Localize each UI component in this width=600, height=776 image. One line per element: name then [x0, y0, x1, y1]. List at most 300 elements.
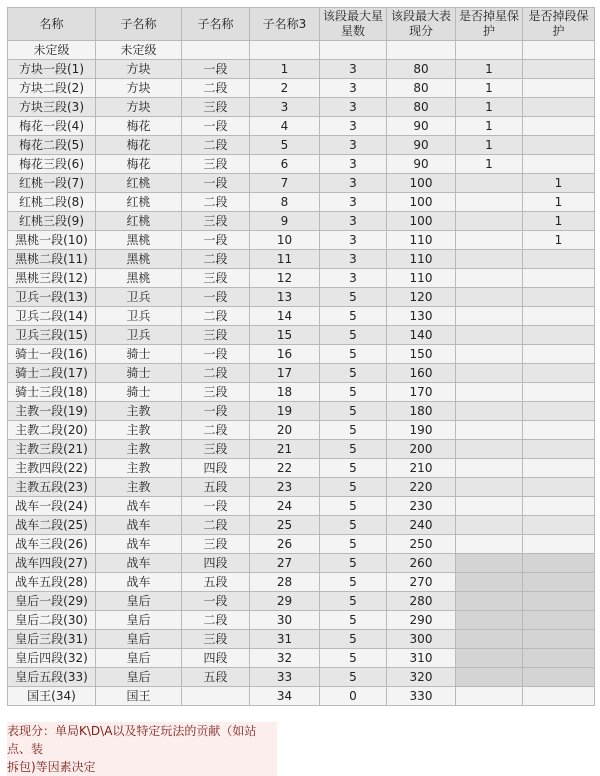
- cell-name: 红桃二段(8): [8, 193, 96, 212]
- cell-subname: 战车: [96, 535, 182, 554]
- cell-name: 战车五段(28): [8, 573, 96, 592]
- cell-name: 黑桃三段(12): [8, 269, 96, 288]
- cell-tier-protect: 1: [523, 193, 595, 212]
- cell-index: 3: [250, 98, 320, 117]
- cell-max-stars: 5: [320, 345, 387, 364]
- cell-name: 皇后四段(32): [8, 649, 96, 668]
- cell-max-stars: 5: [320, 649, 387, 668]
- cell-tier-protect: [523, 630, 595, 649]
- cell-star-protect: 1: [456, 155, 523, 174]
- cell-max-stars: 5: [320, 478, 387, 497]
- cell-max-stars: 3: [320, 269, 387, 288]
- cell-name: 骑士二段(17): [8, 364, 96, 383]
- cell-subname: 主教: [96, 459, 182, 478]
- cell-subname: 战车: [96, 554, 182, 573]
- cell-name: 红桃一段(7): [8, 174, 96, 193]
- header-max-score: 该段最大表现分: [387, 8, 456, 41]
- cell-tier: 二段: [182, 79, 250, 98]
- cell-name: 卫兵一段(13): [8, 288, 96, 307]
- table-row: [8, 326, 595, 345]
- footnote-line-1: 表现分：单局K\D\A以及特定玩法的贡献（如站点、装: [7, 724, 257, 756]
- cell-star-protect: [456, 364, 523, 383]
- cell-tier-protect: [523, 383, 595, 402]
- cell-star-protect: 1: [456, 117, 523, 136]
- table-row: [8, 307, 595, 326]
- cell-max-score: 300: [387, 630, 456, 649]
- cell-star-protect: [456, 668, 523, 687]
- cell-star-protect: [456, 193, 523, 212]
- cell-tier-protect: [523, 250, 595, 269]
- cell-subname: 国王: [96, 687, 182, 706]
- cell-tier: 二段: [182, 193, 250, 212]
- cell-max-stars: 5: [320, 402, 387, 421]
- cell-index: 28: [250, 573, 320, 592]
- cell-max-score: 320: [387, 668, 456, 687]
- cell-max-score: 310: [387, 649, 456, 668]
- cell-max-score: 260: [387, 554, 456, 573]
- cell-subname: 梅花: [96, 117, 182, 136]
- header-subname-2: 子名称: [182, 8, 250, 41]
- cell-name: 皇后二段(30): [8, 611, 96, 630]
- cell-tier-protect: [523, 117, 595, 136]
- cell-max-stars: 3: [320, 155, 387, 174]
- cell-max-score: 110: [387, 250, 456, 269]
- cell-name: 皇后三段(31): [8, 630, 96, 649]
- table-row: [8, 459, 595, 478]
- cell-max-score: 180: [387, 402, 456, 421]
- cell-star-protect: 1: [456, 60, 523, 79]
- cell-tier: 三段: [182, 383, 250, 402]
- cell-index: 26: [250, 535, 320, 554]
- cell-tier-protect: [523, 573, 595, 592]
- cell-subname: 主教: [96, 478, 182, 497]
- cell-tier-protect: [523, 326, 595, 345]
- cell-tier-protect: [523, 611, 595, 630]
- cell-max-score: 120: [387, 288, 456, 307]
- cell-max-stars: 3: [320, 60, 387, 79]
- table-row: [8, 231, 595, 250]
- cell-max-stars: 5: [320, 668, 387, 687]
- cell-star-protect: 1: [456, 79, 523, 98]
- cell-index: 11: [250, 250, 320, 269]
- cell-max-score: 100: [387, 174, 456, 193]
- cell-name: 国王(34): [8, 687, 96, 706]
- table-row: [8, 193, 595, 212]
- cell-name: 方块三段(3): [8, 98, 96, 117]
- cell-star-protect: 1: [456, 98, 523, 117]
- table-row: [8, 630, 595, 649]
- cell-max-score: 80: [387, 60, 456, 79]
- cell-index: 5: [250, 136, 320, 155]
- cell-star-protect: [456, 497, 523, 516]
- cell-max-stars: 5: [320, 326, 387, 345]
- cell-star-protect: [456, 554, 523, 573]
- table-row: [8, 535, 595, 554]
- cell-tier-protect: [523, 79, 595, 98]
- cell-subname: 骑士: [96, 364, 182, 383]
- cell-max-stars: 5: [320, 611, 387, 630]
- cell-subname: 方块: [96, 60, 182, 79]
- cell-tier-protect: [523, 687, 595, 706]
- cell-name: 战车四段(27): [8, 554, 96, 573]
- cell-index: 20: [250, 421, 320, 440]
- cell-max-score: 220: [387, 478, 456, 497]
- cell-tier-protect: [523, 497, 595, 516]
- cell-subname: 红桃: [96, 212, 182, 231]
- cell-max-stars: 5: [320, 592, 387, 611]
- cell-index: 17: [250, 364, 320, 383]
- table-row: [8, 364, 595, 383]
- cell-tier: 四段: [182, 554, 250, 573]
- cell-max-score: 200: [387, 440, 456, 459]
- table-row: [8, 649, 595, 668]
- cell-tier-protect: [523, 478, 595, 497]
- footnote-line-2: 拆包)等因素决定: [7, 760, 96, 774]
- header-name: 名称: [8, 8, 96, 41]
- cell-name: 主教四段(22): [8, 459, 96, 478]
- cell-tier: 四段: [182, 459, 250, 478]
- cell-tier: 三段: [182, 269, 250, 288]
- table-row: [8, 421, 595, 440]
- cell-subname: 方块: [96, 79, 182, 98]
- cell-max-score: 90: [387, 117, 456, 136]
- table-row: [8, 174, 595, 193]
- cell-tier: [182, 687, 250, 706]
- cell-tier: 三段: [182, 98, 250, 117]
- header-subname: 子名称: [96, 8, 182, 41]
- table-row: [8, 402, 595, 421]
- cell-tier: 一段: [182, 174, 250, 193]
- cell-tier: 二段: [182, 421, 250, 440]
- cell-subname: 皇后: [96, 630, 182, 649]
- cell-index: 30: [250, 611, 320, 630]
- cell-star-protect: [456, 288, 523, 307]
- cell-star-protect: [456, 516, 523, 535]
- header-max-stars: 该段最大星星数: [320, 8, 387, 41]
- cell-subname: 梅花: [96, 155, 182, 174]
- cell-subname: 卫兵: [96, 307, 182, 326]
- cell-index: 27: [250, 554, 320, 573]
- table-row: [8, 554, 595, 573]
- cell-max-score: 330: [387, 687, 456, 706]
- table-row: [8, 79, 595, 98]
- cell-tier: 三段: [182, 440, 250, 459]
- cell-tier-protect: [523, 345, 595, 364]
- cell-tier: 三段: [182, 326, 250, 345]
- cell-max-stars: 5: [320, 440, 387, 459]
- cell-max-stars: 5: [320, 497, 387, 516]
- cell-star-protect: [456, 231, 523, 250]
- cell-tier-protect: [523, 307, 595, 326]
- cell-subname: 主教: [96, 440, 182, 459]
- cell-tier: 一段: [182, 497, 250, 516]
- cell-tier-protect: [523, 516, 595, 535]
- cell-index: 14: [250, 307, 320, 326]
- cell-max-score: 160: [387, 364, 456, 383]
- cell-tier: 一段: [182, 117, 250, 136]
- cell-max-stars: 3: [320, 250, 387, 269]
- cell-tier-protect: 1: [523, 212, 595, 231]
- cell-tier-protect: [523, 41, 595, 60]
- cell-tier-protect: [523, 668, 595, 687]
- cell-subname: 皇后: [96, 668, 182, 687]
- cell-tier-protect: [523, 60, 595, 79]
- header-row: [8, 8, 595, 41]
- cell-index: 22: [250, 459, 320, 478]
- cell-star-protect: [456, 611, 523, 630]
- table-row: [8, 41, 595, 60]
- cell-max-score: 80: [387, 98, 456, 117]
- cell-index: 1: [250, 60, 320, 79]
- header-tier-protect: 是否掉段保护: [523, 8, 595, 41]
- cell-max-stars: 5: [320, 630, 387, 649]
- cell-tier: 二段: [182, 611, 250, 630]
- cell-subname: 战车: [96, 573, 182, 592]
- cell-tier: 一段: [182, 402, 250, 421]
- cell-index: 32: [250, 649, 320, 668]
- cell-name: 皇后一段(29): [8, 592, 96, 611]
- cell-tier: 二段: [182, 516, 250, 535]
- table-row: [8, 478, 595, 497]
- cell-name: 主教二段(20): [8, 421, 96, 440]
- cell-max-score: 240: [387, 516, 456, 535]
- cell-subname: 黑桃: [96, 269, 182, 288]
- cell-name: 主教五段(23): [8, 478, 96, 497]
- cell-name: 骑士一段(16): [8, 345, 96, 364]
- cell-max-stars: 3: [320, 174, 387, 193]
- cell-tier-protect: [523, 421, 595, 440]
- cell-subname: 皇后: [96, 649, 182, 668]
- cell-tier: 五段: [182, 668, 250, 687]
- header-star-protect: 是否掉星保护: [456, 8, 523, 41]
- cell-max-score: 90: [387, 136, 456, 155]
- cell-subname: 卫兵: [96, 288, 182, 307]
- cell-index: 18: [250, 383, 320, 402]
- cell-tier: [182, 41, 250, 60]
- cell-tier-protect: [523, 136, 595, 155]
- cell-name: 骑士三段(18): [8, 383, 96, 402]
- cell-star-protect: [456, 421, 523, 440]
- cell-index: 10: [250, 231, 320, 250]
- table-row: [8, 383, 595, 402]
- cell-tier: 三段: [182, 630, 250, 649]
- table-row: [8, 668, 595, 687]
- cell-tier: 二段: [182, 250, 250, 269]
- cell-max-score: 210: [387, 459, 456, 478]
- cell-tier-protect: [523, 155, 595, 174]
- footnote: [7, 722, 277, 776]
- cell-index: 8: [250, 193, 320, 212]
- rank-table: [7, 7, 595, 706]
- cell-index: 16: [250, 345, 320, 364]
- cell-max-stars: 3: [320, 212, 387, 231]
- table-row: [8, 288, 595, 307]
- cell-tier: 二段: [182, 364, 250, 383]
- table-row: [8, 687, 595, 706]
- cell-star-protect: [456, 41, 523, 60]
- cell-star-protect: [456, 535, 523, 554]
- table-row: [8, 269, 595, 288]
- table-body: [8, 41, 595, 706]
- cell-tier-protect: [523, 288, 595, 307]
- cell-max-stars: 5: [320, 421, 387, 440]
- cell-name: 梅花三段(6): [8, 155, 96, 174]
- cell-name: 主教三段(21): [8, 440, 96, 459]
- cell-max-stars: 3: [320, 193, 387, 212]
- cell-star-protect: [456, 269, 523, 288]
- cell-subname: 黑桃: [96, 250, 182, 269]
- cell-index: 4: [250, 117, 320, 136]
- cell-name: 卫兵二段(14): [8, 307, 96, 326]
- cell-max-stars: 5: [320, 307, 387, 326]
- cell-name: 主教一段(19): [8, 402, 96, 421]
- cell-max-stars: 3: [320, 98, 387, 117]
- table-row: [8, 592, 595, 611]
- cell-index: 12: [250, 269, 320, 288]
- cell-tier: 五段: [182, 478, 250, 497]
- cell-max-stars: 3: [320, 79, 387, 98]
- cell-index: 34: [250, 687, 320, 706]
- cell-tier: 五段: [182, 573, 250, 592]
- cell-star-protect: [456, 250, 523, 269]
- cell-tier: 三段: [182, 212, 250, 231]
- table-row: [8, 573, 595, 592]
- cell-max-score: 270: [387, 573, 456, 592]
- cell-index: 33: [250, 668, 320, 687]
- cell-max-stars: 5: [320, 459, 387, 478]
- cell-star-protect: [456, 649, 523, 668]
- cell-index: 21: [250, 440, 320, 459]
- cell-tier-protect: [523, 440, 595, 459]
- cell-tier: 二段: [182, 307, 250, 326]
- cell-subname: 方块: [96, 98, 182, 117]
- cell-index: 9: [250, 212, 320, 231]
- cell-tier: 二段: [182, 136, 250, 155]
- table-row: [8, 516, 595, 535]
- cell-subname: 主教: [96, 402, 182, 421]
- cell-max-score: 170: [387, 383, 456, 402]
- cell-tier-protect: 1: [523, 174, 595, 193]
- cell-star-protect: [456, 459, 523, 478]
- cell-star-protect: [456, 345, 523, 364]
- cell-max-score: 130: [387, 307, 456, 326]
- cell-name: 战车三段(26): [8, 535, 96, 554]
- cell-tier-protect: 1: [523, 231, 595, 250]
- cell-star-protect: 1: [456, 136, 523, 155]
- cell-name: 黑桃一段(10): [8, 231, 96, 250]
- cell-max-stars: 5: [320, 383, 387, 402]
- cell-max-score: 90: [387, 155, 456, 174]
- cell-max-score: 150: [387, 345, 456, 364]
- cell-name: 皇后五段(33): [8, 668, 96, 687]
- cell-tier: 三段: [182, 535, 250, 554]
- cell-tier: 三段: [182, 155, 250, 174]
- cell-name: 卫兵三段(15): [8, 326, 96, 345]
- cell-index: 31: [250, 630, 320, 649]
- cell-subname: 战车: [96, 497, 182, 516]
- cell-tier: 一段: [182, 592, 250, 611]
- table-row: [8, 60, 595, 79]
- cell-max-stars: 5: [320, 288, 387, 307]
- cell-max-stars: 5: [320, 364, 387, 383]
- cell-name: 方块二段(2): [8, 79, 96, 98]
- cell-index: 29: [250, 592, 320, 611]
- cell-star-protect: [456, 383, 523, 402]
- cell-tier: 四段: [182, 649, 250, 668]
- cell-star-protect: [456, 478, 523, 497]
- cell-max-score: 110: [387, 269, 456, 288]
- cell-max-score: 280: [387, 592, 456, 611]
- cell-tier-protect: [523, 649, 595, 668]
- cell-tier-protect: [523, 402, 595, 421]
- cell-max-stars: 5: [320, 573, 387, 592]
- cell-tier: 一段: [182, 60, 250, 79]
- table-row: [8, 440, 595, 459]
- cell-index: 23: [250, 478, 320, 497]
- header-subname-3: 子名称3: [250, 8, 320, 41]
- cell-max-score: [387, 41, 456, 60]
- cell-index: 19: [250, 402, 320, 421]
- cell-subname: 梅花: [96, 136, 182, 155]
- cell-tier: 一段: [182, 288, 250, 307]
- cell-tier-protect: [523, 269, 595, 288]
- cell-index: 13: [250, 288, 320, 307]
- cell-subname: 红桃: [96, 174, 182, 193]
- cell-subname: 皇后: [96, 592, 182, 611]
- cell-max-score: 250: [387, 535, 456, 554]
- cell-max-score: 110: [387, 231, 456, 250]
- cell-star-protect: [456, 687, 523, 706]
- cell-star-protect: [456, 402, 523, 421]
- cell-star-protect: [456, 307, 523, 326]
- cell-tier-protect: [523, 364, 595, 383]
- cell-name: 红桃三段(9): [8, 212, 96, 231]
- cell-max-stars: 5: [320, 516, 387, 535]
- cell-index: 2: [250, 79, 320, 98]
- cell-star-protect: [456, 326, 523, 345]
- cell-max-stars: 0: [320, 687, 387, 706]
- cell-tier-protect: [523, 459, 595, 478]
- cell-name: 方块一段(1): [8, 60, 96, 79]
- cell-name: 黑桃二段(11): [8, 250, 96, 269]
- cell-name: 战车二段(25): [8, 516, 96, 535]
- table-row: [8, 155, 595, 174]
- cell-max-score: 140: [387, 326, 456, 345]
- cell-index: [250, 41, 320, 60]
- cell-name: 梅花一段(4): [8, 117, 96, 136]
- cell-index: 6: [250, 155, 320, 174]
- cell-subname: 骑士: [96, 383, 182, 402]
- cell-subname: 黑桃: [96, 231, 182, 250]
- cell-index: 15: [250, 326, 320, 345]
- cell-max-stars: 3: [320, 136, 387, 155]
- cell-star-protect: [456, 630, 523, 649]
- cell-name: 梅花二段(5): [8, 136, 96, 155]
- cell-star-protect: [456, 440, 523, 459]
- cell-tier-protect: [523, 535, 595, 554]
- table-row: [8, 611, 595, 630]
- cell-max-stars: 5: [320, 554, 387, 573]
- cell-index: 7: [250, 174, 320, 193]
- table-row: [8, 497, 595, 516]
- cell-tier-protect: [523, 554, 595, 573]
- table-row: [8, 250, 595, 269]
- cell-max-score: 100: [387, 193, 456, 212]
- cell-subname: 战车: [96, 516, 182, 535]
- cell-subname: 骑士: [96, 345, 182, 364]
- cell-max-score: 230: [387, 497, 456, 516]
- cell-max-score: 80: [387, 79, 456, 98]
